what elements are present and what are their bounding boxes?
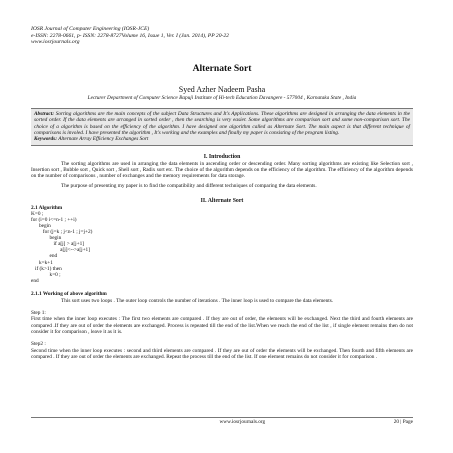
code-line: a[j]<-->a[j+1] [31, 247, 90, 254]
working-paragraph: This sort uses two loops . The outer loop controls the number of iterations . The inner loop is used to compare the data elements. [61, 297, 334, 304]
code-line: k=0 ; [31, 271, 61, 278]
subsection-heading-working: 2.1.1 Working of above algorithm [31, 290, 107, 297]
step2-paragraph: Second time when the inner loop executes : second and third elements are compared . If they are out of order the elements will be exchanged. Then fourth and fifth elements are compared . If they are out of order the elements are exchanged. Repeat the process till the end of the list. If one element remains do not consider it for comparison . [31, 347, 413, 360]
intro-paragraph-2: The purpose of presenting my paper is to find the compatibility and different techniques of comparing the data elements. [61, 183, 317, 190]
abstract-text: Sorting algorithms are the main concepts of the subject Data Structures and It's Applications. These algorithms are designed in arranging the data elements in the sorted order. If the data elements are arranged in sorted order , then the searching is very easier. Some algorithms are comparison sort and some non-comparison sort. The choice of a algorithm is based on the efficiency of the algorithm. I have designed one algorithm called as Alternate Sort. The main aspect is that different technique of comparisons is involed. I have presented the algorithm , It's working and the examples and finally my paper is consisting of the program listing. [34, 111, 410, 136]
code-line: K=0 ; [31, 210, 44, 217]
footer-website: www.iosrjournals.org [219, 419, 266, 425]
keywords-label: Keywords: [34, 136, 57, 143]
abstract-box [31, 108, 413, 145]
code-line: begin [31, 235, 62, 242]
algorithm-code [31, 211, 413, 284]
footer-page-number: 20 | Page [393, 419, 413, 425]
keywords-text: Alternate Array Efficiency Exchanges Sort [58, 136, 149, 143]
author-name: Syed Azher Nadeem Pasha [178, 84, 266, 94]
section-heading-introduction: I. Introduction [203, 153, 241, 160]
step2-label: Step2 : [31, 341, 46, 348]
code-line: k=k+1 [31, 259, 53, 266]
step1-paragraph: First time when the inner loop executes : The first two elements are compared . If they are out of order, the elements will be exchanged. Next the third and fourth elements are compared .If they are out of order the elements are exchanged. Process is repeated till the end of the list.When we reach the end of the list , if single element remains then do not consider it for comparison , leave it as it is. [31, 316, 413, 336]
step1-label: Step 1: [31, 310, 46, 317]
paper-title: Alternate Sort [192, 62, 252, 74]
journal-name: IOSR Journal of Computer Engineering (IOSR-JCE) [31, 26, 150, 32]
code-line: begin [31, 222, 51, 229]
code-line: if (k>1) then [31, 265, 62, 272]
subsection-heading-algorithm: 2.1 Algorithm [31, 204, 63, 211]
code-line: end [31, 277, 39, 284]
code-line: for (i=0 i<=n-1 ; ++i) [31, 216, 77, 223]
author-affiliation: Lecturer Department of Computer Science Bapuji Institute of Hi-tech Education Davangere - 577004 , Karnataka State , India [87, 94, 357, 101]
intro-paragraph-1: The sorting algorithms are used in arranging the data elements in ascending order or descending order. Many sorting algorithms are existing like Selection sort , Insertion sort , Bubble sort , Quick sort , Shell sort , Radix sort etc. The choice of the algorithm depends on the efficiency of the algorithm. The efficiency of the algorithm depends on the number of comparisons , number of exchanges and the memory requirements for data storage. [31, 160, 413, 180]
journal-issn: e-ISSN: 2278-0661, p- ISSN: 2278-8727Volume 16, Issue 1, Ver. I (Jan. 2014), PP 20-22 [31, 32, 229, 39]
section-heading-alternate-sort: II. Alternate Sort [200, 197, 244, 204]
abstract-label: Abstract: [34, 111, 55, 118]
code-line: if a[j] > a[j+1] [31, 241, 85, 248]
code-line: for (j=k ; j<n-1 ; j=j+2) [31, 229, 93, 236]
page-footer [31, 417, 413, 425]
journal-website: www.iosrjournals.org [31, 39, 80, 46]
journal-header [31, 26, 413, 46]
code-line: end [31, 253, 58, 260]
